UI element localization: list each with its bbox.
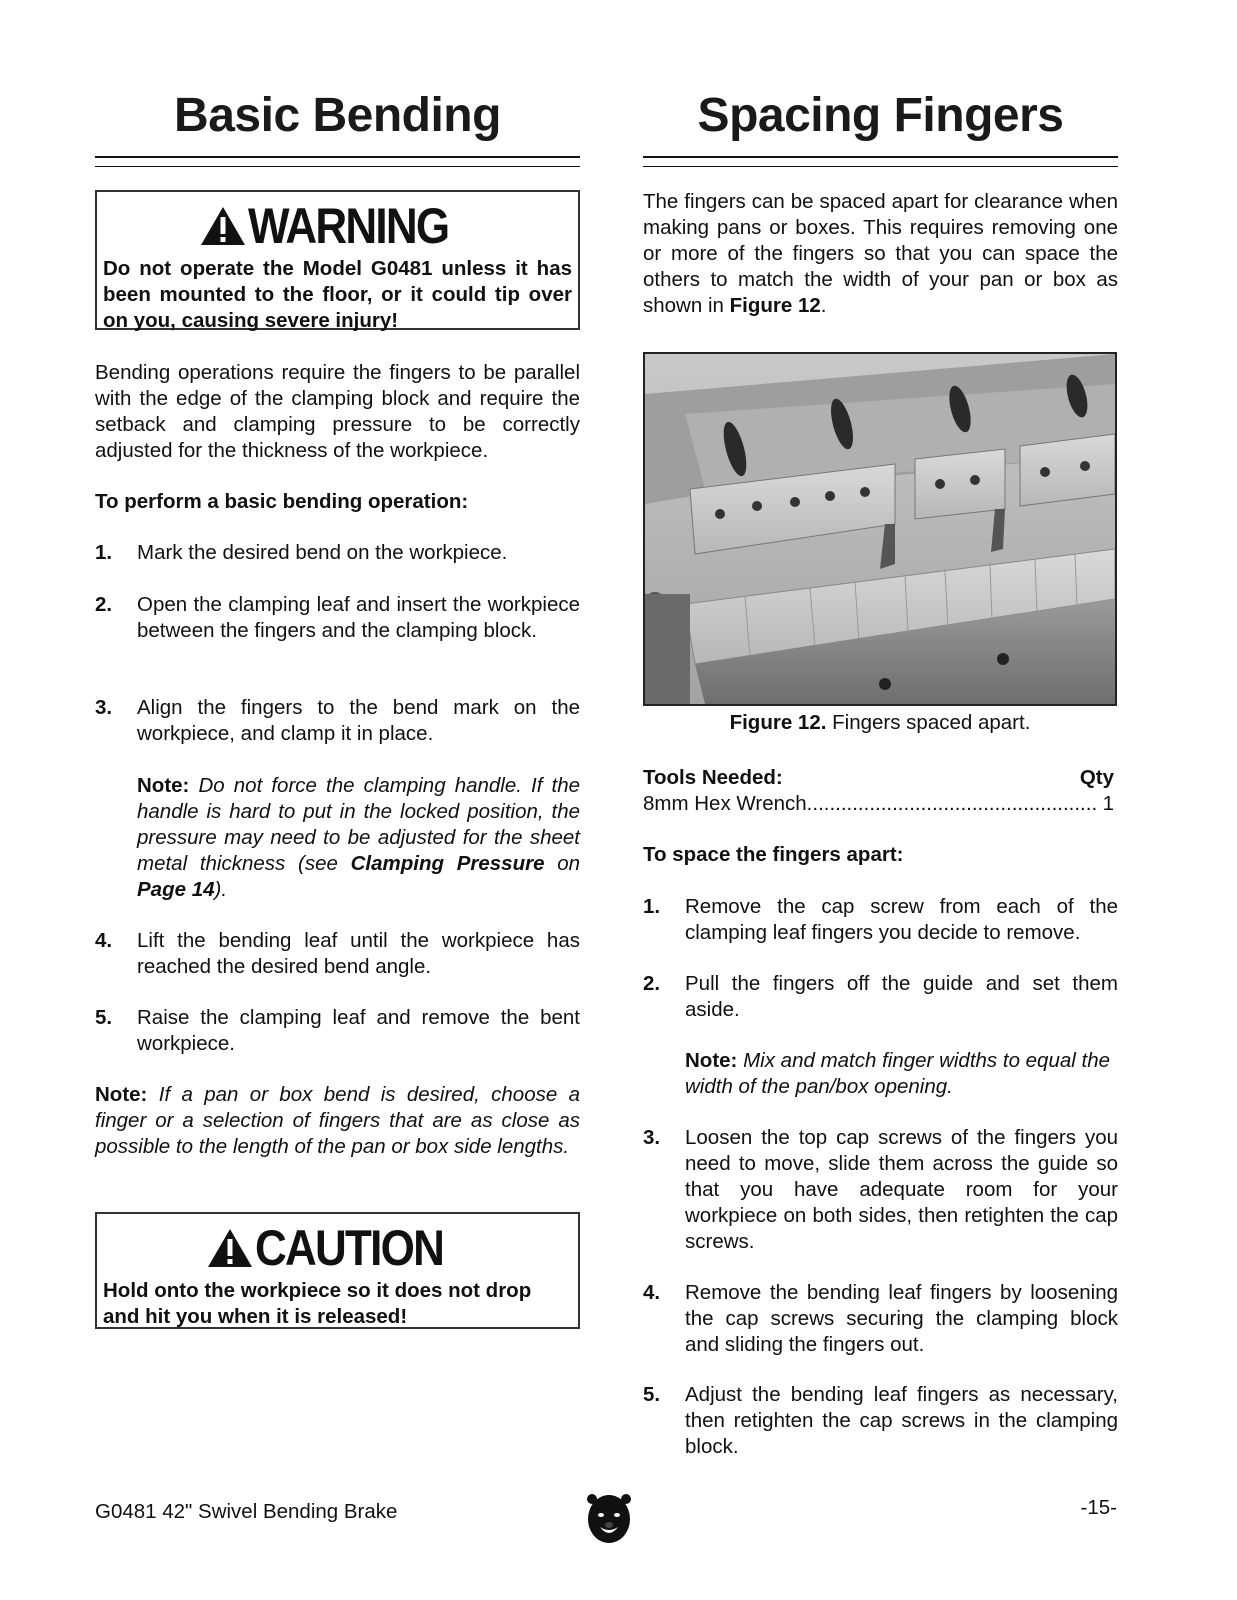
tools-heading: Tools Needed: [643, 766, 783, 789]
procedure-heading: To perform a basic bending operation: [95, 490, 469, 513]
note-paragraph [685, 1048, 1118, 1100]
list-item [643, 971, 1118, 1023]
step2-note [685, 1048, 1118, 1100]
leader-dots [807, 791, 1099, 817]
list-item [643, 1382, 1118, 1460]
grizzly-bear-logo-icon [586, 1493, 632, 1545]
step-text: Pull the fingers off the guide and set them aside. [685, 972, 1118, 1021]
step-text: Loosen the top cap screws of the fingers you need to move, slide them across the guide so that you have adequate room for your workpiece on both sides, then retighten the cap screws. [685, 1126, 1118, 1253]
caution-text: Hold onto the workpiece so it does not drop and hit you when it is released! [103, 1279, 532, 1328]
title-rule [643, 156, 1118, 158]
list-item [95, 928, 580, 980]
list-item [643, 1280, 1118, 1358]
fingers-photo-illustration [645, 354, 1115, 704]
step-number: 4. [95, 929, 113, 952]
footer-model: G0481 42" Swivel Bending Brake [95, 1500, 398, 1523]
procedure-heading: To space the fingers apart: [643, 843, 904, 866]
section-title-basic-bending: Basic Bending [174, 89, 501, 142]
step-number: 1. [95, 541, 113, 564]
step-number: 2. [95, 593, 113, 616]
note-text: Mix and match finger widths to equal the width of the pan/box opening. [685, 1049, 1111, 1098]
note-page-reference: Page 14 [137, 878, 215, 901]
section-title-spacing-fingers: Spacing Fingers [697, 89, 1064, 142]
step-text: Align the fingers to the bend mark on the workpiece, and clamp it in place. [137, 696, 580, 745]
left-steps-list [95, 695, 580, 747]
right-steps-list [643, 1382, 1118, 1460]
warning-triangle-icon [207, 1228, 253, 1268]
note-text: If a pan or box bend is desired, choose a finger or a selection of fingers that are as close as possible to the length of the pan or box side lengths. [95, 1083, 580, 1158]
note-text: ). [214, 878, 228, 901]
step3-note [137, 773, 580, 903]
step-text: Remove the cap screw from each of the clamping leaf fingers you decide to remove. [685, 895, 1118, 944]
list-item [643, 894, 1118, 946]
list-item [643, 1125, 1118, 1255]
left-steps-list [95, 1005, 580, 1057]
step-number: 1. [643, 895, 661, 918]
note-label: Note: [685, 1049, 738, 1072]
figure-reference: Figure 12 [729, 294, 821, 317]
step-number: 3. [95, 696, 113, 719]
warning-box [95, 190, 580, 330]
tool-qty: 1 [1102, 792, 1114, 815]
note-paragraph [137, 773, 580, 903]
right-steps-list [643, 1280, 1118, 1358]
caution-box [95, 1212, 580, 1329]
left-steps-list [95, 928, 580, 980]
note-text: on [557, 852, 580, 875]
intro-paragraph [643, 189, 1118, 319]
step-number: 5. [643, 1383, 661, 1406]
tools-header [643, 765, 1114, 791]
caution-header [97, 1218, 578, 1278]
warning-word: WARNING [247, 198, 449, 254]
warning-header [97, 196, 578, 256]
note-reference: Clamping Pressure [350, 852, 545, 875]
title-rule-thin [643, 166, 1118, 167]
figure-label: Figure 12. [729, 711, 827, 734]
caution-word: CAUTION [254, 1220, 443, 1276]
right-steps-list [643, 971, 1118, 1023]
step-number: 4. [643, 1281, 661, 1304]
tool-name: 8mm Hex Wrench [643, 792, 807, 815]
step-text: Mark the desired bend on the workpiece. [137, 541, 508, 564]
figure-caption-text: Fingers spaced apart. [832, 711, 1031, 734]
list-item [95, 695, 580, 747]
step-number: 2. [643, 972, 661, 995]
intro-text: The fingers can be spaced apart for clearance when making pans or boxes. This requires removing one or more of the fingers so that you can space the others to match the width of your pan or box as shown in [643, 190, 1118, 317]
step-number: 3. [643, 1126, 661, 1149]
qty-heading: Qty [1079, 766, 1114, 789]
right-steps-list [643, 1125, 1118, 1255]
page-number: -15- [1080, 1496, 1117, 1519]
note-text: Do not force the clamping handle. If the handle is hard to put in the locked position, the pressure may need to be adjusted for the sheet metal thickness (see [137, 774, 580, 875]
intro-text-end: . [820, 294, 827, 317]
list-item [95, 1005, 580, 1057]
title-rule-thin [95, 166, 580, 167]
figure-caption [643, 710, 1117, 736]
step-text: Raise the clamping leaf and remove the bent workpiece. [137, 1006, 580, 1055]
title-rule [95, 156, 580, 158]
note-label: Note: [95, 1083, 148, 1106]
step-text: Adjust the bending leaf fingers as necessary, then retighten the cap screws in the clamping block. [685, 1383, 1118, 1458]
list-item [95, 592, 580, 644]
warning-triangle-icon [200, 206, 246, 246]
step-text: Remove the bending leaf fingers by loosening the cap screws securing the clamping block and sliding the fingers out. [685, 1281, 1118, 1356]
left-steps-list [95, 592, 580, 644]
tool-row [643, 791, 1114, 817]
step-number: 5. [95, 1006, 113, 1029]
note-label: Note: [137, 774, 190, 797]
warning-text: Do not operate the Model G0481 unless it has been mounted to the floor, or it could tip over on you, causing severe injury! [103, 257, 572, 332]
step-text: Lift the bending leaf until the workpiece has reached the desired bend angle. [137, 929, 580, 978]
list-item [95, 540, 580, 566]
right-steps-list [643, 894, 1118, 946]
step-text: Open the clamping leaf and insert the workpiece between the fingers and the clamping block. [137, 593, 580, 642]
left-steps-list [95, 540, 580, 566]
final-note [95, 1082, 580, 1160]
figure-12-photo [643, 352, 1117, 706]
intro-paragraph: Bending operations require the fingers to be parallel with the edge of the clamping block and require the setback and clamping pressure to be correctly adjusted for the thickness of the workpiece. [95, 361, 580, 462]
